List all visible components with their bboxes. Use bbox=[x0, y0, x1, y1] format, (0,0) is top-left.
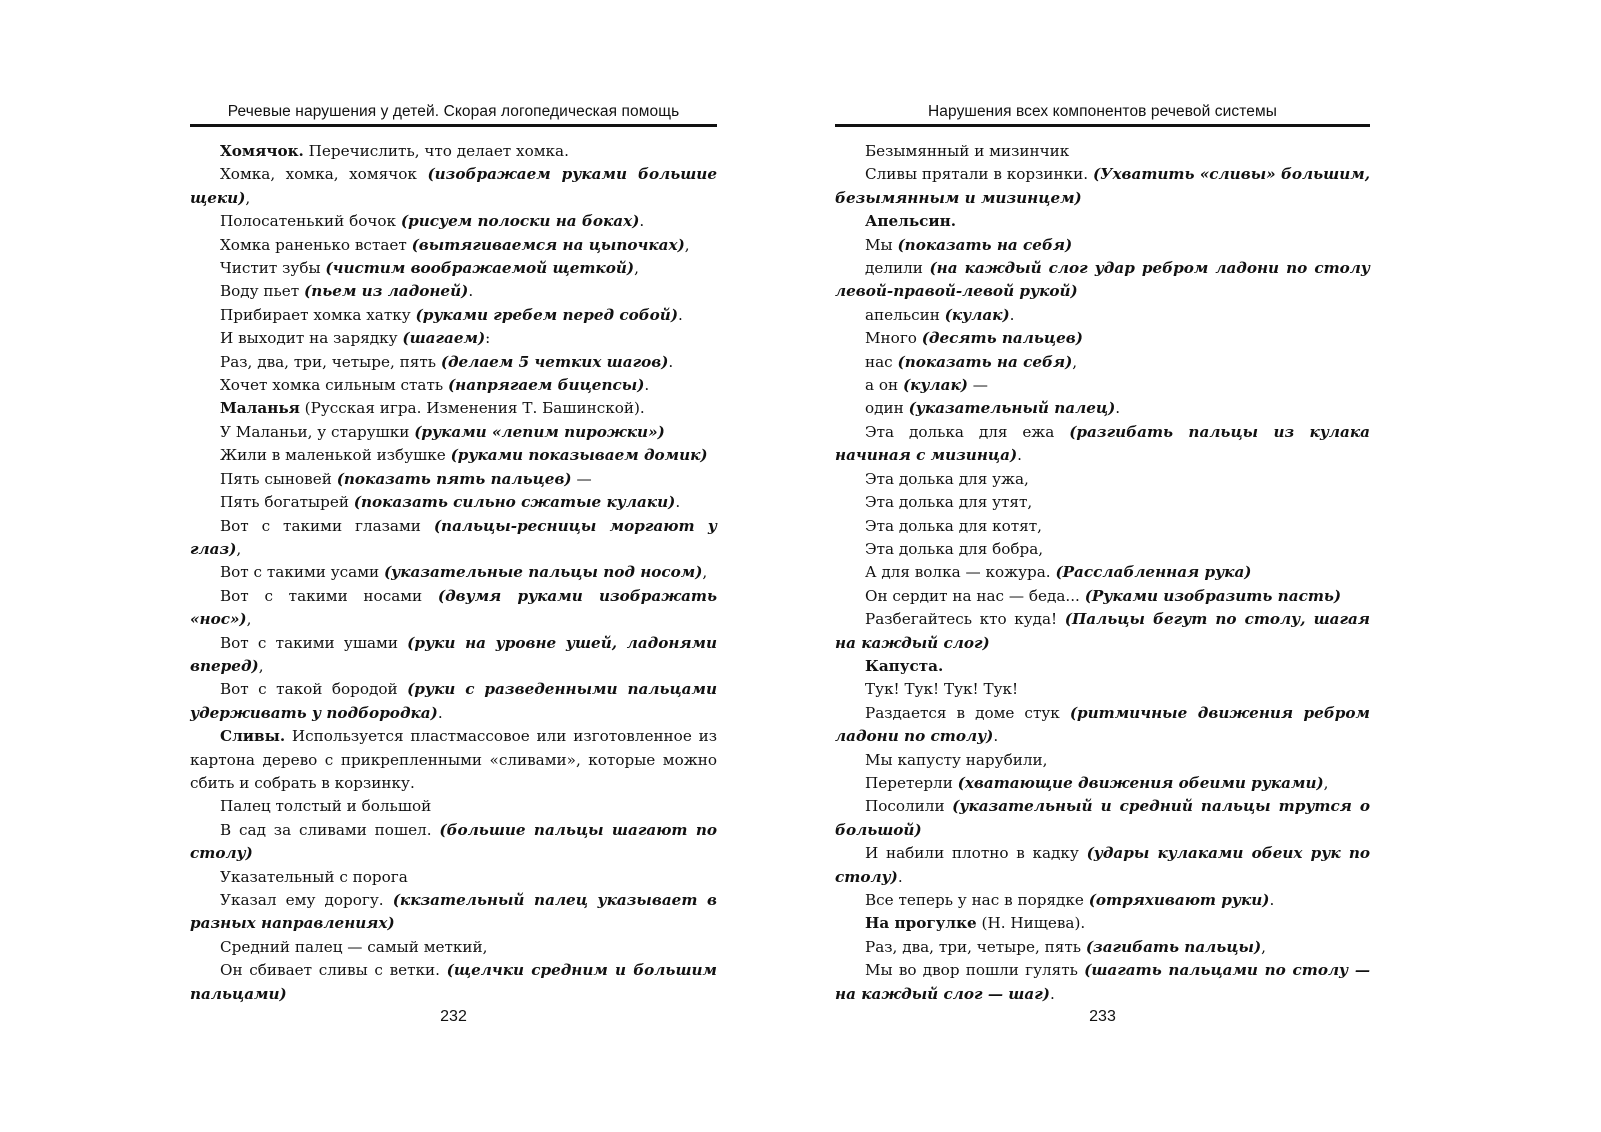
verse-text: . bbox=[678, 305, 683, 324]
running-header: Нарушения всех компонентов речевой системы bbox=[928, 103, 1277, 120]
stage-direction: (руки с разведенными пальцами удерживать у подбородка) bbox=[190, 680, 717, 722]
stage-direction: (указательные пальцы под носом) bbox=[383, 563, 703, 582]
verse-text: , bbox=[245, 188, 251, 207]
verse-text: Вот с такими носами bbox=[220, 586, 438, 605]
text-line bbox=[190, 234, 717, 257]
bold-heading: Сливы. bbox=[220, 727, 286, 746]
text-line bbox=[190, 163, 717, 210]
verse-text: Средний палец — самый меткий, bbox=[220, 937, 488, 956]
stage-direction: (шагать пальцами по столу — на каждый слог — шаг) bbox=[835, 961, 1371, 1003]
text-line bbox=[835, 374, 1370, 397]
verse-text: Вот с такими ушами bbox=[220, 633, 408, 652]
verse-text: Все теперь у нас в порядке bbox=[865, 891, 1089, 909]
text-line bbox=[190, 936, 717, 959]
text-line bbox=[835, 515, 1370, 538]
stage-direction: (пальцы-ресницы моргают у глаз) bbox=[190, 516, 717, 558]
text-line bbox=[190, 397, 717, 420]
text-line bbox=[835, 772, 1370, 795]
stage-direction: (делаем 5 четких шагов) bbox=[440, 352, 669, 371]
text-line bbox=[190, 585, 717, 632]
text-line bbox=[835, 889, 1370, 912]
text-line bbox=[190, 280, 717, 303]
verse-text: Полосатенький бочок bbox=[220, 212, 401, 231]
text-line bbox=[190, 210, 717, 233]
text-line bbox=[835, 842, 1370, 889]
running-header: Речевые нарушения у детей. Скорая логопедическая помощь bbox=[227, 103, 680, 120]
stage-direction: (указательный палец) bbox=[908, 399, 1116, 418]
text-line bbox=[190, 866, 717, 889]
verse-text: (Русская игра. Изменения Т. Башинской). bbox=[299, 399, 645, 418]
text-line bbox=[190, 327, 717, 350]
verse-text: : bbox=[485, 329, 491, 348]
verse-text: Указал ему дорогу. bbox=[220, 891, 393, 909]
stage-direction: (чистим воображаемой щеткой) bbox=[325, 259, 635, 278]
verse-text: Безымянный и мизинчик bbox=[865, 142, 1070, 160]
text-line bbox=[190, 889, 717, 936]
verse-text: . bbox=[675, 493, 681, 512]
bold-heading: Апельсин. bbox=[865, 212, 957, 231]
verse-text: Раз, два, три, четыре, пять bbox=[865, 937, 1086, 956]
text-line bbox=[835, 702, 1370, 749]
verse-text: Вот с такими глазами bbox=[220, 516, 434, 535]
text-line bbox=[190, 561, 717, 584]
verse-text: . bbox=[1269, 891, 1275, 909]
verse-text: Пять богатырей bbox=[220, 493, 354, 512]
verse-text: — bbox=[967, 376, 988, 395]
verse-text: , bbox=[236, 539, 242, 558]
text-line bbox=[835, 655, 1370, 678]
text-line bbox=[835, 421, 1370, 468]
bold-heading: Маланья bbox=[220, 399, 300, 418]
verse-text: И набили плотно в кадку bbox=[865, 844, 1087, 863]
verse-text: Тук! Тук! Тук! Тук! bbox=[865, 680, 1019, 699]
verse-text: Хочет хомка сильным стать bbox=[220, 376, 448, 395]
text-line bbox=[835, 234, 1370, 257]
text-line bbox=[835, 538, 1370, 561]
header-rule bbox=[835, 124, 1370, 127]
verse-text: . bbox=[668, 352, 674, 371]
stage-direction: (на каждый слог удар ребром ладони по столу левой-правой-левой рукой) bbox=[835, 259, 1370, 301]
stage-direction: (ккзательный палец указывает в разных направлениях) bbox=[190, 891, 717, 933]
stage-direction: (удары кулаками обеих рук по столу) bbox=[835, 844, 1370, 886]
page-number: 232 bbox=[440, 1008, 467, 1025]
stage-direction: (десять пальцев) bbox=[921, 329, 1083, 348]
text-line bbox=[190, 795, 717, 818]
stage-direction: (щелчки средним и большим пальцами) bbox=[190, 961, 717, 1003]
verse-text: Эта долька для утят, bbox=[865, 493, 1033, 512]
verse-text: , bbox=[1072, 352, 1078, 371]
verse-text: Посолили bbox=[865, 797, 953, 816]
text-line bbox=[835, 491, 1370, 514]
stage-direction: (руками показываем домик) bbox=[450, 446, 708, 465]
text-line bbox=[835, 936, 1370, 959]
verse-text: Жили в маленькой избушке bbox=[220, 446, 451, 465]
text-line bbox=[835, 140, 1370, 163]
bold-heading: Капуста. bbox=[865, 656, 944, 675]
text-line bbox=[190, 351, 717, 374]
stage-direction: (руками гребем перед собой) bbox=[415, 305, 679, 324]
stage-direction: (хватающие движения обеими руками) bbox=[957, 773, 1324, 792]
verse-text: , bbox=[684, 235, 690, 254]
stage-direction: (показать на себя) bbox=[897, 352, 1073, 371]
stage-direction: (Ухватить «сливы» большим, безымянным и мизинцем) bbox=[835, 165, 1371, 207]
verse-text: апельсин bbox=[865, 305, 945, 324]
text-line bbox=[835, 468, 1370, 491]
stage-direction: (показать на себя) bbox=[897, 235, 1073, 254]
stage-direction: (рисуем полоски на боках) bbox=[400, 212, 640, 231]
verse-text: Мы капусту нарубили, bbox=[865, 750, 1048, 769]
stage-direction: (напрягаем бицепсы) bbox=[447, 376, 645, 395]
verse-text: Чистит зубы bbox=[220, 259, 326, 278]
verse-text: Пять сыновей bbox=[220, 469, 337, 488]
stage-direction: (Расслабленная рука) bbox=[1055, 563, 1252, 582]
text-line bbox=[190, 468, 717, 491]
verse-text: . bbox=[437, 703, 443, 722]
verse-text: Хомка, хомка, хомячок bbox=[220, 165, 428, 184]
verse-text: Он сердит на нас — беда... bbox=[865, 586, 1085, 605]
stage-direction: (ритмичные движения ребром ладони по столу) bbox=[835, 703, 1370, 746]
stage-direction: (кулак) bbox=[944, 305, 1010, 324]
text-line bbox=[835, 397, 1370, 420]
verse-text: . bbox=[993, 727, 999, 746]
text-line bbox=[190, 959, 717, 1006]
verse-text: Мы bbox=[865, 235, 898, 254]
stage-direction: (показать сильно сжатые кулаки) bbox=[353, 493, 676, 512]
verse-text: В сад за сливами пошел. bbox=[220, 820, 440, 839]
verse-text: (Н. Нищева). bbox=[976, 914, 1086, 933]
verse-text: А для волка — кожура. bbox=[865, 563, 1056, 582]
verse-text: , bbox=[1323, 773, 1329, 792]
text-line bbox=[835, 912, 1370, 935]
text-line bbox=[190, 374, 717, 397]
stage-direction: (разгибать пальцы из кулака начиная с мизинца) bbox=[835, 422, 1370, 465]
verse-text: Хомка раненько встает bbox=[220, 235, 412, 254]
text-line bbox=[190, 304, 717, 327]
verse-text: Он сбивает сливы с ветки. bbox=[220, 961, 447, 980]
text-line bbox=[835, 327, 1370, 350]
verse-text: Палец толстый и большой bbox=[220, 797, 432, 816]
text-line bbox=[190, 421, 717, 444]
verse-text: Перечислить, что делает хомка. bbox=[303, 142, 569, 160]
text-line bbox=[835, 749, 1370, 772]
stage-direction: (загибать пальцы) bbox=[1085, 937, 1262, 956]
verse-text: Перетерли bbox=[865, 773, 958, 792]
verse-text: . bbox=[1009, 305, 1015, 324]
verse-text: делили bbox=[865, 259, 930, 278]
stage-direction: (отряхивают руки) bbox=[1088, 891, 1270, 909]
stage-direction: (указательный и средний пальцы трутся о большой) bbox=[835, 797, 1370, 839]
verse-text: , bbox=[1261, 937, 1266, 956]
verse-text: . bbox=[639, 212, 645, 231]
verse-text: Раз, два, три, четыре, пять bbox=[220, 352, 441, 371]
verse-text: — bbox=[571, 469, 592, 488]
verse-text: Эта долька для бобра, bbox=[865, 539, 1044, 558]
text-line bbox=[835, 678, 1370, 701]
page-body bbox=[835, 140, 1370, 1006]
verse-text: Разбегайтесь кто куда! bbox=[865, 610, 1065, 629]
stage-direction: (вытягиваемся на цыпочках) bbox=[411, 235, 685, 254]
text-line bbox=[835, 795, 1370, 842]
text-line bbox=[190, 725, 717, 795]
text-line bbox=[190, 491, 717, 514]
verse-text: Вот с такой бородой bbox=[220, 680, 408, 699]
text-line bbox=[835, 608, 1370, 655]
stage-direction: (показать пять пальцев) bbox=[336, 469, 572, 488]
text-line bbox=[835, 959, 1370, 1006]
text-line bbox=[835, 351, 1370, 374]
text-line bbox=[835, 257, 1370, 304]
text-line bbox=[190, 819, 717, 866]
verse-text: Много bbox=[865, 329, 922, 348]
stage-direction: (шагаем) bbox=[402, 329, 486, 348]
header-rule bbox=[190, 124, 717, 127]
verse-text: Сливы прятали в корзинки. bbox=[865, 165, 1093, 184]
verse-text: а он bbox=[865, 376, 903, 395]
verse-text: Эта долька для котят, bbox=[865, 516, 1042, 535]
text-line bbox=[835, 304, 1370, 327]
stage-direction: (руками «лепим пирожки») bbox=[414, 422, 665, 441]
verse-text: . bbox=[1017, 446, 1022, 465]
verse-text: один bbox=[865, 399, 909, 418]
verse-text: Эта долька для ежа bbox=[865, 422, 1070, 441]
page-number: 233 bbox=[1089, 1008, 1116, 1025]
verse-text: . bbox=[1115, 399, 1121, 418]
verse-text: нас bbox=[865, 352, 898, 371]
verse-text: , bbox=[258, 656, 264, 675]
verse-text: Вот с такими усами bbox=[220, 563, 384, 582]
text-line bbox=[190, 140, 717, 163]
text-line bbox=[835, 585, 1370, 608]
verse-text: Воду пьет bbox=[220, 282, 305, 301]
text-line bbox=[190, 632, 717, 679]
verse-text: . bbox=[644, 376, 650, 395]
stage-direction: (руки на уровне ушей, ладонями вперед) bbox=[190, 633, 718, 675]
verse-text: , bbox=[634, 259, 639, 278]
text-line bbox=[190, 515, 717, 562]
stage-direction: (пьем из ладоней) bbox=[304, 282, 469, 301]
verse-text: Прибирает хомка хатку bbox=[220, 305, 416, 324]
stage-direction: (изображаем руками большие щеки) bbox=[190, 165, 717, 207]
text-line bbox=[190, 678, 717, 725]
stage-direction: (кулак) bbox=[902, 376, 968, 395]
verse-text: У Маланьи, у старушки bbox=[220, 422, 415, 441]
bold-heading: Хомячок. bbox=[220, 142, 304, 160]
bold-heading: На прогулке bbox=[865, 914, 977, 933]
page-body bbox=[190, 140, 717, 1006]
verse-text: . bbox=[897, 867, 903, 886]
text-line bbox=[835, 163, 1370, 210]
text-line bbox=[835, 561, 1370, 584]
text-line bbox=[190, 257, 717, 280]
stage-direction: (Пальцы бегут по столу, шагая на каждый слог) bbox=[835, 610, 1370, 652]
verse-text: . bbox=[468, 282, 474, 301]
verse-text: , bbox=[702, 563, 708, 582]
stage-direction: (Руками изобразить пасть) bbox=[1084, 586, 1342, 605]
verse-text: Эта долька для ужа, bbox=[865, 469, 1029, 488]
verse-text: . bbox=[1049, 984, 1055, 1003]
text-line bbox=[835, 210, 1370, 233]
verse-text: И выходит на зарядку bbox=[220, 329, 403, 348]
text-line bbox=[190, 444, 717, 467]
verse-text: Указательный с порога bbox=[220, 867, 408, 886]
verse-text: Мы во двор пошли гулять bbox=[865, 961, 1085, 980]
verse-text: , bbox=[246, 610, 252, 629]
verse-text: Используется пластмассовое или изготовленное из картона дерево с прикрепленными «сливами», которые можно сбить и собрать в корзинку. bbox=[190, 727, 717, 792]
verse-text: Раздается в доме стук bbox=[865, 703, 1070, 722]
stage-direction: (двумя руками изображать «нос») bbox=[190, 586, 717, 629]
stage-direction: (большие пальцы шагают по столу) bbox=[190, 820, 717, 863]
